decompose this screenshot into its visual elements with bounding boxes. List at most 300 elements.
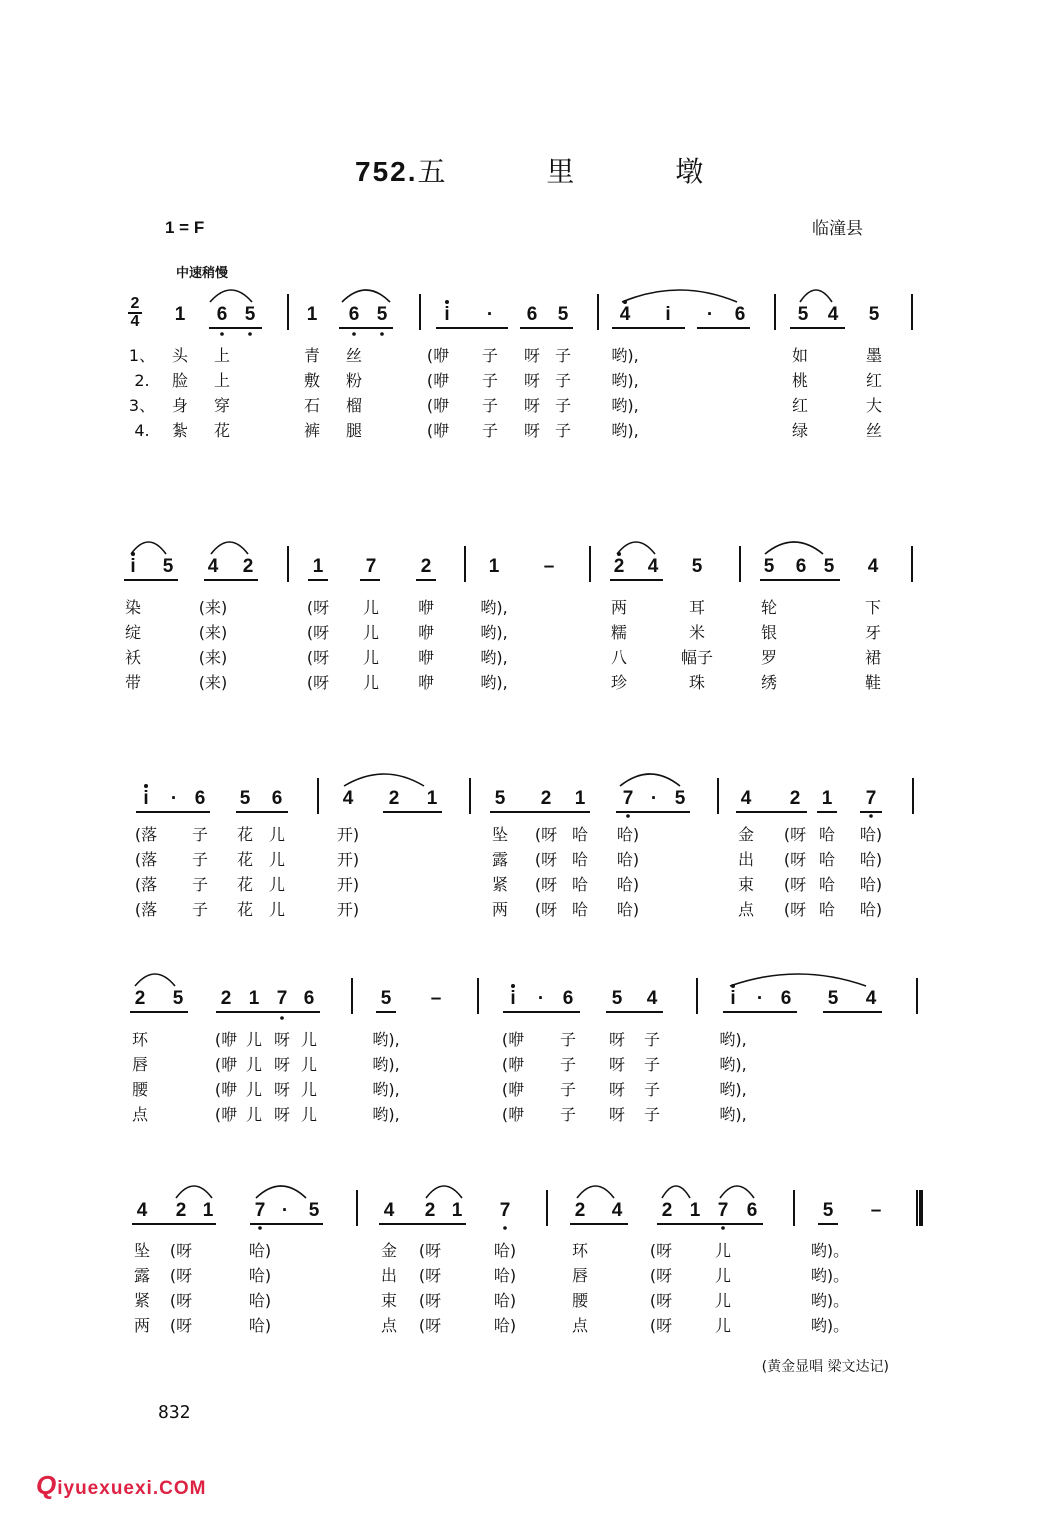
- lyric-syllable: 哟),: [719, 1080, 747, 1099]
- note: 5: [763, 556, 775, 577]
- lyric-syllable: (呀: [306, 673, 330, 692]
- lyric-syllable: 子: [554, 396, 572, 415]
- lyric-syllable: 儿: [362, 648, 380, 667]
- lyric-syllable: (呀: [534, 825, 558, 844]
- lyric-syllable: 儿: [362, 623, 380, 642]
- lyric-syllable: (呀: [783, 850, 807, 869]
- note: 5: [376, 304, 388, 325]
- lyric-syllable: 哟)。: [810, 1291, 850, 1310]
- lyric-syllable: 裙: [864, 648, 882, 667]
- tempo-marking: 中速稍慢: [176, 266, 229, 281]
- lyric-syllable: 八: [610, 648, 628, 667]
- lyric-syllable: 儿: [245, 1080, 263, 1099]
- lyric-syllable: 子: [559, 1055, 577, 1074]
- lyric-syllable: (咿: [214, 1055, 238, 1074]
- lyric-syllable: 咿: [417, 623, 435, 642]
- lyric-syllable: 罗: [760, 648, 778, 667]
- lyric-syllable: 哟),: [480, 598, 508, 617]
- lyric-syllable: 子: [643, 1030, 661, 1049]
- lyric-syllable: 子: [191, 825, 209, 844]
- note: 2: [420, 556, 432, 577]
- lyric-syllable: (呀: [169, 1291, 193, 1310]
- note: 4: [136, 1200, 148, 1221]
- note: 7: [499, 1200, 511, 1221]
- note: 6: [271, 788, 283, 809]
- note: 2: [613, 556, 625, 577]
- lyric-syllable: 子: [559, 1080, 577, 1099]
- note: 7: [276, 988, 288, 1009]
- slur-arc: [577, 1186, 614, 1198]
- lyric-syllable: 子: [559, 1030, 577, 1049]
- lyric-syllable: (呀: [649, 1266, 673, 1285]
- note: ·: [650, 788, 658, 809]
- lyric-syllable: 点: [131, 1105, 149, 1124]
- slur-arc: [426, 1186, 462, 1198]
- lyric-syllable: 哈): [248, 1266, 272, 1285]
- note: ·: [537, 988, 545, 1009]
- lyric-syllable: 腿: [345, 421, 363, 440]
- lyric-syllable: 石: [303, 396, 321, 415]
- lyric-syllable: 呀: [523, 396, 541, 415]
- note: 4: [611, 1200, 623, 1221]
- lyric-syllable: 红: [865, 371, 883, 390]
- lyric-syllable: 子: [191, 875, 209, 894]
- lyric-syllable: 呀: [608, 1030, 626, 1049]
- lyric-syllable: 敷: [303, 371, 321, 390]
- note: 5: [380, 988, 392, 1009]
- lyric-syllable: 轮: [760, 598, 778, 617]
- lyric-syllable: 子: [559, 1105, 577, 1124]
- octave-dot-below: [503, 1226, 507, 1230]
- note: 7: [865, 788, 877, 809]
- note: 6: [780, 988, 792, 1009]
- lyric-syllable: 3、: [128, 396, 156, 415]
- lyric-syllable: 哈): [859, 875, 883, 894]
- lyric-syllable: 糯: [610, 623, 628, 642]
- note: 2: [424, 1200, 436, 1221]
- note: 5: [172, 988, 184, 1009]
- lyric-syllable: 点: [737, 900, 755, 919]
- lyric-syllable: 哈: [571, 900, 589, 919]
- note: 5: [822, 1200, 834, 1221]
- lyric-syllable: 哈: [571, 850, 589, 869]
- lyric-syllable: 露: [491, 850, 509, 869]
- note: ·: [756, 988, 764, 1009]
- lyric-syllable: 哟),: [611, 371, 639, 390]
- lyric-syllable: 呀: [523, 371, 541, 390]
- lyric-syllable: 呀: [273, 1105, 291, 1124]
- lyric-syllable: (来): [198, 623, 228, 642]
- lyric-syllable: 紧: [491, 875, 509, 894]
- lyric-syllable: 哈: [818, 850, 836, 869]
- lyric-syllable: 出: [380, 1266, 398, 1285]
- lyric-syllable: 儿: [245, 1030, 263, 1049]
- note: 2: [220, 988, 232, 1009]
- lyric-syllable: 1、: [128, 346, 156, 365]
- lyric-syllable: 呀: [523, 346, 541, 365]
- note: 1: [202, 1200, 214, 1221]
- lyric-syllable: 墨: [865, 346, 883, 365]
- lyric-syllable: (咿: [214, 1030, 238, 1049]
- lyric-syllable: 4.: [134, 421, 150, 440]
- lyric-syllable: 出: [737, 850, 755, 869]
- note: 1: [306, 304, 318, 325]
- note: 2: [789, 788, 801, 809]
- lyric-syllable: 哈): [493, 1291, 517, 1310]
- lyric-syllable: 子: [481, 346, 499, 365]
- lyric-syllable: 两: [491, 900, 509, 919]
- note: 1: [248, 988, 260, 1009]
- lyric-syllable: 唇: [131, 1055, 149, 1074]
- lyric-syllable: 儿: [300, 1030, 318, 1049]
- note: i: [510, 988, 516, 1009]
- lyric-syllable: 儿: [714, 1291, 732, 1310]
- lyric-syllable: 哈): [859, 850, 883, 869]
- lyric-syllable: (呀: [783, 875, 807, 894]
- lyric-syllable: 两: [133, 1316, 151, 1335]
- lyric-syllable: 儿: [245, 1055, 263, 1074]
- lyric-syllable: (呀: [169, 1266, 193, 1285]
- lyric-syllable: 咿: [417, 673, 435, 692]
- note: 6: [303, 988, 315, 1009]
- lyric-syllable: 儿: [714, 1266, 732, 1285]
- note: 4: [646, 988, 658, 1009]
- lyric-syllable: 哟),: [611, 421, 639, 440]
- note: 2: [540, 788, 552, 809]
- note: ·: [706, 304, 714, 325]
- lyric-syllable: (来): [198, 648, 228, 667]
- lyric-syllable: 花: [236, 850, 254, 869]
- note: ·: [486, 304, 494, 325]
- lyric-syllable: 上: [213, 371, 231, 390]
- lyric-syllable: 子: [554, 371, 572, 390]
- lyric-syllable: 哟),: [480, 648, 508, 667]
- note: 4: [647, 556, 659, 577]
- note: 2: [661, 1200, 673, 1221]
- lyric-syllable: (呀: [783, 900, 807, 919]
- lyric-syllable: 穿: [213, 396, 231, 415]
- note: 6: [734, 304, 746, 325]
- note: 7: [717, 1200, 729, 1221]
- lyric-syllable: (呀: [418, 1266, 442, 1285]
- note: 1: [174, 304, 186, 325]
- lyric-syllable: (落: [134, 900, 158, 919]
- slur-arc: [720, 1186, 754, 1198]
- lyric-syllable: 金: [380, 1241, 398, 1260]
- note: 5: [691, 556, 703, 577]
- lyric-syllable: 哟)。: [810, 1266, 850, 1285]
- lyric-syllable: 身: [171, 396, 189, 415]
- lyric-syllable: 坠: [133, 1241, 151, 1260]
- lyric-syllable: (咿: [426, 371, 450, 390]
- lyric-syllable: 呀: [608, 1080, 626, 1099]
- note: 2: [574, 1200, 586, 1221]
- lyric-syllable: 脸: [171, 371, 189, 390]
- note: 6: [795, 556, 807, 577]
- lyric-syllable: 儿: [268, 825, 286, 844]
- note: 4: [865, 988, 877, 1009]
- lyric-syllable: 鞋: [864, 673, 882, 692]
- note: 4: [827, 304, 839, 325]
- lyric-syllable: (咿: [426, 421, 450, 440]
- note: 6: [216, 304, 228, 325]
- note: 4: [342, 788, 354, 809]
- slur-arc: [176, 1186, 212, 1198]
- note: 4: [740, 788, 752, 809]
- lyric-syllable: 露: [133, 1266, 151, 1285]
- note: 4: [207, 556, 219, 577]
- note: 6: [562, 988, 574, 1009]
- lyric-syllable: 咿: [417, 598, 435, 617]
- lyric-syllable: 哟),: [719, 1030, 747, 1049]
- slur-arc: [662, 1186, 690, 1198]
- note: i: [143, 788, 149, 809]
- lyric-syllable: 儿: [300, 1080, 318, 1099]
- lyric-syllable: 丝: [865, 421, 883, 440]
- lyric-syllable: 环: [131, 1030, 149, 1049]
- lyric-syllable: 子: [191, 850, 209, 869]
- lyric-syllable: 哟),: [611, 396, 639, 415]
- lyric-syllable: 哈): [616, 850, 640, 869]
- lyric-syllable: 哟),: [480, 623, 508, 642]
- lyric-syllable: 大: [865, 396, 883, 415]
- lyric-syllable: 开): [336, 900, 360, 919]
- lyric-syllable: (咿: [501, 1030, 525, 1049]
- lyric-syllable: 哈): [616, 875, 640, 894]
- lyric-syllable: (呀: [169, 1316, 193, 1335]
- lyric-syllable: 呀: [273, 1055, 291, 1074]
- lyric-syllable: 开): [336, 850, 360, 869]
- lyric-syllable: 环: [571, 1241, 589, 1260]
- lyric-syllable: (呀: [649, 1291, 673, 1310]
- lyric-syllable: 哈): [859, 900, 883, 919]
- lyric-syllable: (呀: [534, 875, 558, 894]
- lyric-syllable: 点: [380, 1316, 398, 1335]
- lyric-syllable: 子: [643, 1080, 661, 1099]
- lyric-syllable: 子: [481, 396, 499, 415]
- note: i: [665, 304, 671, 325]
- lyric-syllable: 丝: [345, 346, 363, 365]
- lyric-syllable: 紮: [171, 421, 189, 440]
- lyric-syllable: 哟),: [372, 1105, 400, 1124]
- lyric-syllable: (咿: [426, 346, 450, 365]
- note: i: [444, 304, 450, 325]
- lyric-syllable: 呀: [608, 1105, 626, 1124]
- lyric-syllable: 开): [336, 875, 360, 894]
- slur-arc: [256, 1186, 306, 1198]
- lyric-syllable: 哈): [248, 1291, 272, 1310]
- note: 6: [526, 304, 538, 325]
- lyric-syllable: (呀: [418, 1316, 442, 1335]
- lyric-syllable: 哈): [248, 1316, 272, 1335]
- lyric-syllable: 呀: [608, 1055, 626, 1074]
- note: 5: [868, 304, 880, 325]
- lyric-syllable: 裤: [303, 421, 321, 440]
- lyric-syllable: 儿: [245, 1105, 263, 1124]
- lyric-syllable: 呀: [273, 1030, 291, 1049]
- lyric-syllable: 带: [124, 673, 142, 692]
- lyric-syllable: 耳: [688, 598, 706, 617]
- lyric-syllable: 开): [336, 825, 360, 844]
- lyric-syllable: (呀: [783, 825, 807, 844]
- lyric-syllable: 儿: [362, 598, 380, 617]
- lyric-syllable: (呀: [306, 648, 330, 667]
- lyric-syllable: (落: [134, 875, 158, 894]
- lyric-syllable: 哈): [616, 825, 640, 844]
- lyric-syllable: 哈): [493, 1241, 517, 1260]
- lyric-syllable: 上: [213, 346, 231, 365]
- lyric-syllable: 珠: [688, 673, 706, 692]
- note: –: [430, 988, 442, 1009]
- lyric-syllable: 两: [610, 598, 628, 617]
- lyric-syllable: 哟),: [719, 1055, 747, 1074]
- lyric-syllable: (咿: [214, 1080, 238, 1099]
- note: 5: [823, 556, 835, 577]
- note: i: [730, 988, 736, 1009]
- lyric-syllable: 牙: [864, 623, 882, 642]
- lyric-syllable: 哈: [818, 825, 836, 844]
- lyric-syllable: 儿: [268, 900, 286, 919]
- note: 6: [348, 304, 360, 325]
- lyric-syllable: 哈): [493, 1266, 517, 1285]
- lyric-syllable: 2.: [134, 371, 150, 390]
- lyric-syllable: 唇: [571, 1266, 589, 1285]
- note: 5: [244, 304, 256, 325]
- note: 4: [619, 304, 631, 325]
- note: 4: [383, 1200, 395, 1221]
- lyric-syllable: 哟),: [372, 1030, 400, 1049]
- note: ·: [170, 788, 178, 809]
- lyric-syllable: 儿: [714, 1316, 732, 1335]
- lyric-syllable: 儿: [268, 875, 286, 894]
- note: 5: [827, 988, 839, 1009]
- note: 2: [242, 556, 254, 577]
- lyric-syllable: 米: [688, 623, 706, 642]
- lyric-syllable: 哈: [571, 875, 589, 894]
- note: ·: [281, 1200, 289, 1221]
- lyric-syllable: 哟),: [372, 1080, 400, 1099]
- note: 1: [574, 788, 586, 809]
- note: –: [543, 556, 555, 577]
- lyric-syllable: (呀: [418, 1241, 442, 1260]
- lyric-syllable: 子: [643, 1105, 661, 1124]
- lyric-syllable: (呀: [534, 900, 558, 919]
- lyric-syllable: 子: [481, 421, 499, 440]
- note: 1: [426, 788, 438, 809]
- lyric-syllable: 榴: [345, 396, 363, 415]
- lyric-syllable: 哟),: [611, 346, 639, 365]
- note: 2: [388, 788, 400, 809]
- note: 1: [488, 556, 500, 577]
- note: 2: [134, 988, 146, 1009]
- lyric-syllable: (咿: [501, 1055, 525, 1074]
- lyric-syllable: 束: [380, 1291, 398, 1310]
- note: i: [130, 556, 136, 577]
- lyric-syllable: (呀: [306, 623, 330, 642]
- lyric-syllable: 哈: [818, 875, 836, 894]
- lyric-syllable: 哈): [493, 1316, 517, 1335]
- note: 5: [162, 556, 174, 577]
- note: 5: [797, 304, 809, 325]
- lyric-syllable: 哟),: [372, 1055, 400, 1074]
- lyric-syllable: 哈: [571, 825, 589, 844]
- lyric-syllable: (落: [134, 850, 158, 869]
- lyric-syllable: 子: [554, 421, 572, 440]
- lyric-syllable: (咿: [501, 1105, 525, 1124]
- lyric-syllable: 束: [737, 875, 755, 894]
- lyric-syllable: 哈: [818, 900, 836, 919]
- lyric-syllable: (呀: [306, 598, 330, 617]
- lyric-syllable: 幅子: [680, 648, 714, 667]
- lyric-syllable: 银: [760, 623, 778, 642]
- time-signature: 2 4: [128, 296, 142, 330]
- lyric-syllable: 紧: [133, 1291, 151, 1310]
- note: 7: [622, 788, 634, 809]
- lyric-syllable: 哈): [616, 900, 640, 919]
- lyric-syllable: 染: [124, 598, 142, 617]
- lyric-syllable: 儿: [714, 1241, 732, 1260]
- lyric-syllable: 哟)。: [810, 1316, 850, 1335]
- note: 5: [308, 1200, 320, 1221]
- lyric-syllable: 桃: [791, 371, 809, 390]
- note: 1: [689, 1200, 701, 1221]
- lyric-syllable: (呀: [418, 1291, 442, 1310]
- lyric-syllable: (呀: [534, 850, 558, 869]
- lyric-syllable: 儿: [300, 1105, 318, 1124]
- note: 4: [867, 556, 879, 577]
- octave-dot-below: [721, 1226, 725, 1230]
- key-signature: 1 = F: [165, 218, 205, 237]
- lyric-syllable: (咿: [501, 1080, 525, 1099]
- watermark: Qiyuexuexi.COM: [36, 1470, 207, 1500]
- credit-line: (黄金显唱 梁文达记): [761, 1359, 889, 1375]
- note: 6: [194, 788, 206, 809]
- lyric-syllable: 点: [571, 1316, 589, 1335]
- lyric-syllable: 子: [191, 900, 209, 919]
- lyric-syllable: 呀: [523, 421, 541, 440]
- note: 1: [821, 788, 833, 809]
- lyric-syllable: 绽: [124, 623, 142, 642]
- lyric-syllable: (呀: [649, 1316, 673, 1335]
- lyric-syllable: 哟),: [480, 673, 508, 692]
- lyric-syllable: (来): [198, 673, 228, 692]
- lyric-syllable: 坠: [491, 825, 509, 844]
- lyric-syllable: (咿: [214, 1105, 238, 1124]
- note: 7: [365, 556, 377, 577]
- lyric-syllable: 哈): [859, 825, 883, 844]
- lyric-syllable: (呀: [169, 1241, 193, 1260]
- lyric-syllable: 儿: [268, 850, 286, 869]
- lyric-syllable: 子: [643, 1055, 661, 1074]
- lyric-syllable: 哟),: [719, 1105, 747, 1124]
- lyric-syllable: 花: [236, 900, 254, 919]
- lyric-syllable: 珍: [610, 673, 628, 692]
- lyric-syllable: 绣: [760, 673, 778, 692]
- lyric-syllable: 儿: [362, 673, 380, 692]
- lyric-syllable: 花: [236, 825, 254, 844]
- song-title: 752.五 里 墩: [355, 155, 750, 188]
- lyric-syllable: 咿: [417, 648, 435, 667]
- lyric-syllable: 腰: [131, 1080, 149, 1099]
- note: 1: [312, 556, 324, 577]
- note: 1: [451, 1200, 463, 1221]
- lyric-syllable: 金: [737, 825, 755, 844]
- octave-dot-below: [258, 1226, 262, 1230]
- note: 5: [239, 788, 251, 809]
- lyric-syllable: 呀: [273, 1080, 291, 1099]
- lyric-syllable: 花: [213, 421, 231, 440]
- lyric-syllable: (来): [198, 598, 228, 617]
